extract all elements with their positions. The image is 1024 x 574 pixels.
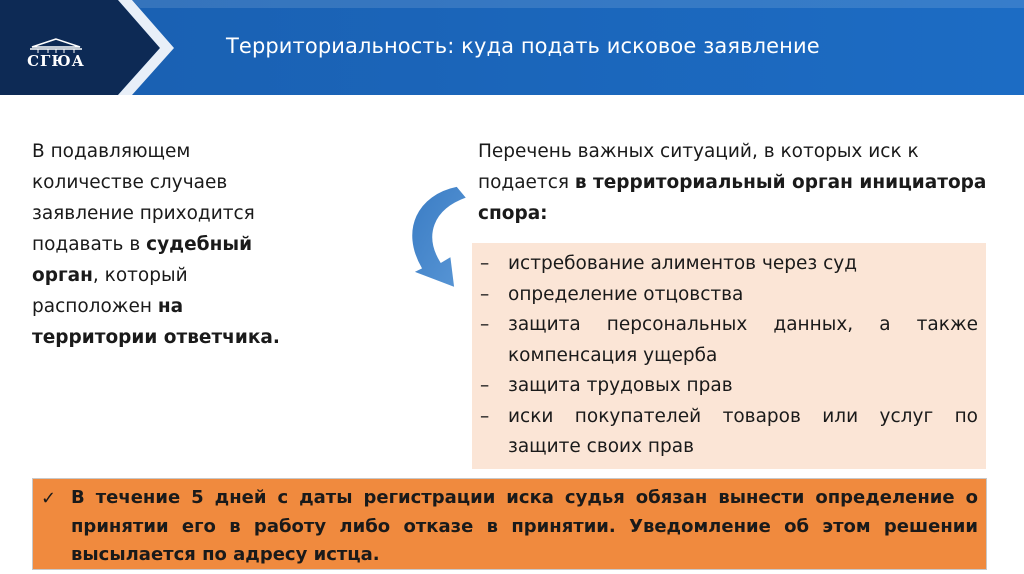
list-item-text: определение отцовства xyxy=(508,283,744,305)
bullet-dash: – xyxy=(480,405,490,427)
page-title: Территориальность: куда подать исковое заявление xyxy=(226,34,820,58)
list-item xyxy=(480,402,978,463)
notice-text: В течение 5 дней с даты регистрации иска судья обязан вынести определение о принятии его в работу либо отказе в принятии. Уведомление об этом решении высылается по адресу истца. xyxy=(71,487,978,565)
list-item xyxy=(480,371,978,402)
header-band xyxy=(0,0,1024,95)
left-paragraph xyxy=(32,136,294,353)
notice-box xyxy=(32,478,987,570)
list-item-text: защита персональных данных, а также компенсация ущерба xyxy=(508,314,978,366)
logo-text: СГЮА xyxy=(27,52,85,70)
left-bold-territory: на территории ответчика. xyxy=(32,296,280,348)
right-intro xyxy=(478,136,988,229)
logo xyxy=(22,38,90,76)
bullet-dash: – xyxy=(480,375,490,396)
left-text-part1: В подавляющем количестве случаев заявление приходится подавать в xyxy=(32,141,255,255)
list-item xyxy=(480,310,978,371)
left-text-part2: , который расположен xyxy=(32,265,188,317)
list-item-text: истребование алиментов через суд xyxy=(508,253,858,274)
list-item-text: иски покупателей товаров или услуг по защите своих прав xyxy=(508,405,978,457)
list-item xyxy=(480,280,978,311)
right-intro-bold: в территориальный орган инициатора спора: xyxy=(478,172,987,224)
situations-list xyxy=(472,243,986,469)
bullet-dash: – xyxy=(480,253,490,274)
right-intro-text: Перечень важных ситуаций, в которых иск к подается xyxy=(478,141,919,193)
curved-arrow-icon xyxy=(395,180,475,300)
left-bold-court: судебный орган xyxy=(32,234,253,286)
bullet-dash: – xyxy=(480,283,490,305)
list-item xyxy=(480,249,978,280)
list-item-text: защита трудовых прав xyxy=(508,375,733,396)
checkmark-icon: ✓ xyxy=(41,488,57,509)
bullet-dash: – xyxy=(480,314,490,335)
